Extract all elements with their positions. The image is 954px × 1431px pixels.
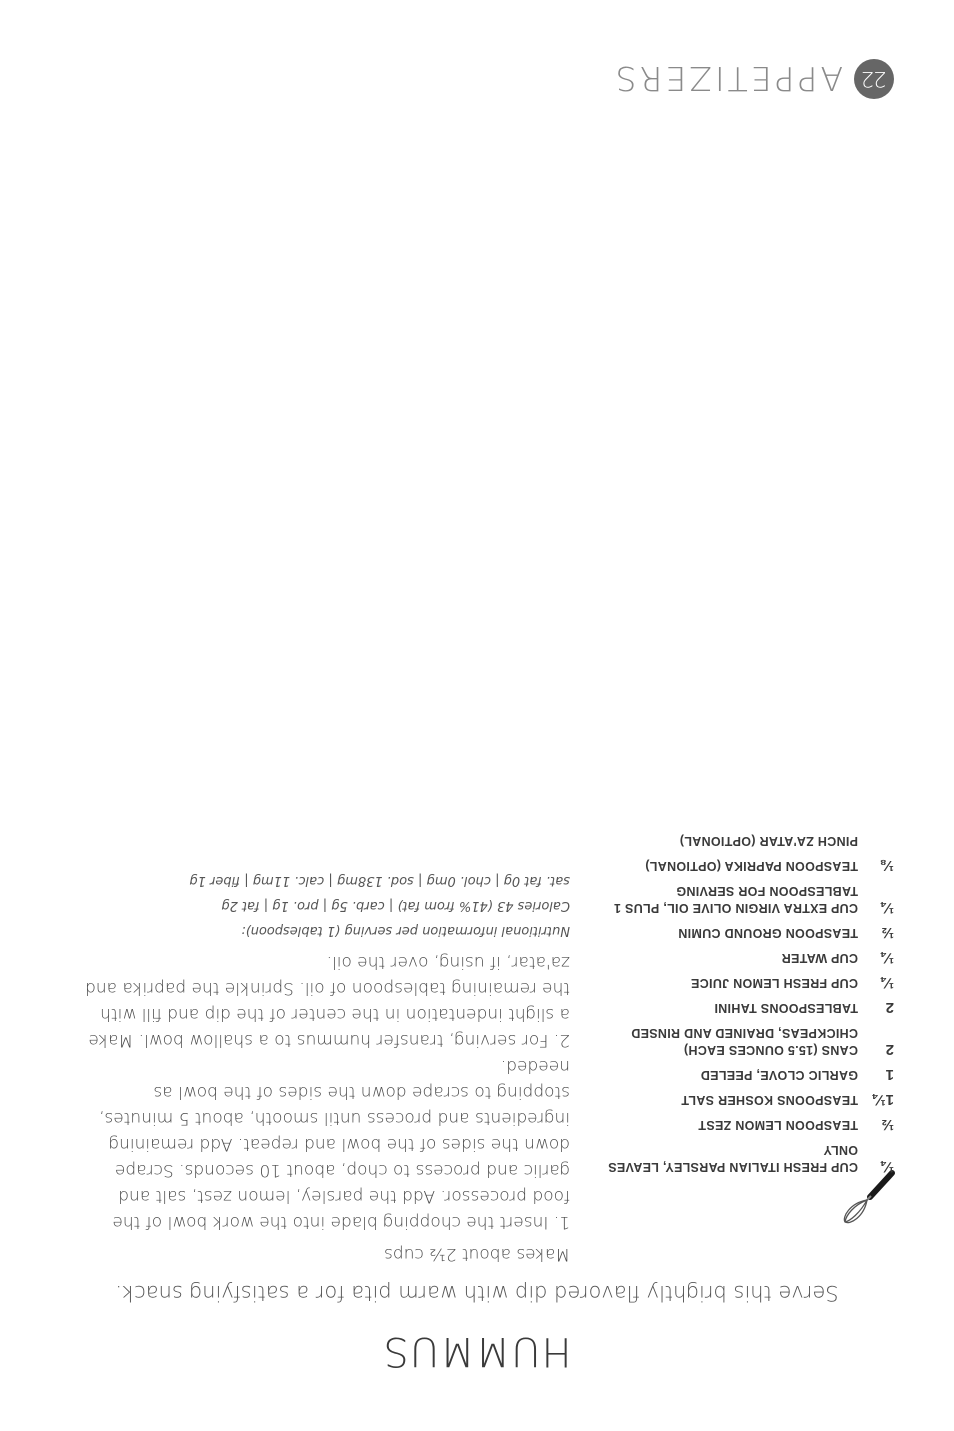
- ingredient-item: [604, 924, 894, 941]
- ingredient-item: [604, 999, 894, 1016]
- ingredient-item: [604, 1024, 894, 1058]
- nutrition-label: Nutritional information per serving (1 tablespoon):: [241, 923, 570, 938]
- ingredient-text: TEASPOON LEMON ZEST: [698, 1118, 858, 1132]
- ingredient-text: PINCH ZA'ATAR (OPTIONAL): [679, 834, 858, 848]
- nutrition-line: Calories 43 (41% from fat) | carb. 5g | pro. 1g | fat 2g: [221, 898, 570, 913]
- ingredient-text: CANS (15.5 OUNCES EACH) CHICKPEAS, DRAINED AND RINSED: [630, 1026, 858, 1057]
- ingredient-qty: 2: [885, 999, 894, 1016]
- section-title: APPETIZERS: [612, 59, 843, 98]
- direction-step: 1. Insert the chopping blade into the work bowl of the food processor. Add the parsley, lemon zest, salt and garlic and process to chop, about 10 seconds. Scrape down the sides of the bowl and repeat. Add remaining ingredients and process until smooth, about 5 minutes, stopping to scrape down the sides of the bowl as needed.: [99, 1056, 570, 1232]
- ingredient-text: CUP FRESH ITALIAN PARSLEY, LEAVES ONLY: [608, 1143, 858, 1174]
- whisk-icon: [840, 1167, 900, 1227]
- ingredient-qty: 1: [885, 1066, 894, 1083]
- ingredient-item: [604, 1116, 894, 1133]
- ingredient-text: CUP EXTRA VIRGIN OLIVE OIL, PLUS 1 TABLESPOON FOR SERVING: [613, 884, 858, 915]
- ingredient-qty: ¼: [881, 949, 894, 966]
- ingredient-qty: ½: [881, 924, 894, 941]
- nutrition-info: [80, 868, 570, 943]
- direction-step: 2. For serving, transfer hummus to a shallow bowl. Make a slight indentation in the center of the dip and fill with the remaining tablespoon of oil. Sprinkle the paprika and za'atar, if using, over the oil.: [85, 952, 570, 1050]
- ingredient-item: [604, 832, 894, 849]
- ingredient-text: GARLIC CLOVE, PEELED: [700, 1068, 858, 1082]
- ingredient-qty: ½: [881, 1116, 894, 1133]
- ingredient-qty: 1¼: [873, 1091, 894, 1108]
- ingredient-item: [604, 1141, 894, 1175]
- ingredient-text: CUP WATER: [781, 951, 858, 965]
- ingredient-item: [604, 974, 894, 991]
- page-number-badge: 22: [854, 59, 894, 99]
- recipe-yield: Makes about 2½ cups: [384, 1244, 570, 1264]
- ingredient-qty: ¼: [881, 899, 894, 916]
- recipe-intro: Serve this brightly flavored dip with warm pita for a satisfying snack.: [115, 1281, 839, 1305]
- ingredient-item: [604, 949, 894, 966]
- ingredient-qty: ¼: [881, 1158, 894, 1175]
- ingredient-item: [604, 882, 894, 916]
- ingredient-text: TEASPOON GROUND CUMIN: [678, 926, 858, 940]
- ingredient-item: [604, 1091, 894, 1108]
- ingredient-qty: 2: [885, 1041, 894, 1058]
- ingredient-item: [604, 857, 894, 874]
- ingredient-qty: [858, 832, 894, 849]
- ingredient-text: CUP FRESH LEMON JUICE: [690, 976, 858, 990]
- ingredient-qty: ⅛: [881, 857, 894, 874]
- ingredient-item: [604, 1066, 894, 1083]
- ingredient-text: TEASPOON PAPRIKA (OPTIONAL): [645, 859, 858, 873]
- ingredient-list: [604, 824, 894, 1175]
- directions: [80, 868, 570, 1267]
- recipe-title: HUMMUS: [382, 1328, 572, 1374]
- ingredient-text: TABLESPOONS TAHINI: [714, 1001, 858, 1015]
- ingredient-text: TEASPOONS KOSHER SALT: [681, 1093, 858, 1107]
- nutrition-line: sat. fat 0g | chol. 0mg | sod. 138mg | calc. 11mg | fiber 1g: [189, 873, 570, 888]
- ingredient-qty: ¼: [881, 974, 894, 991]
